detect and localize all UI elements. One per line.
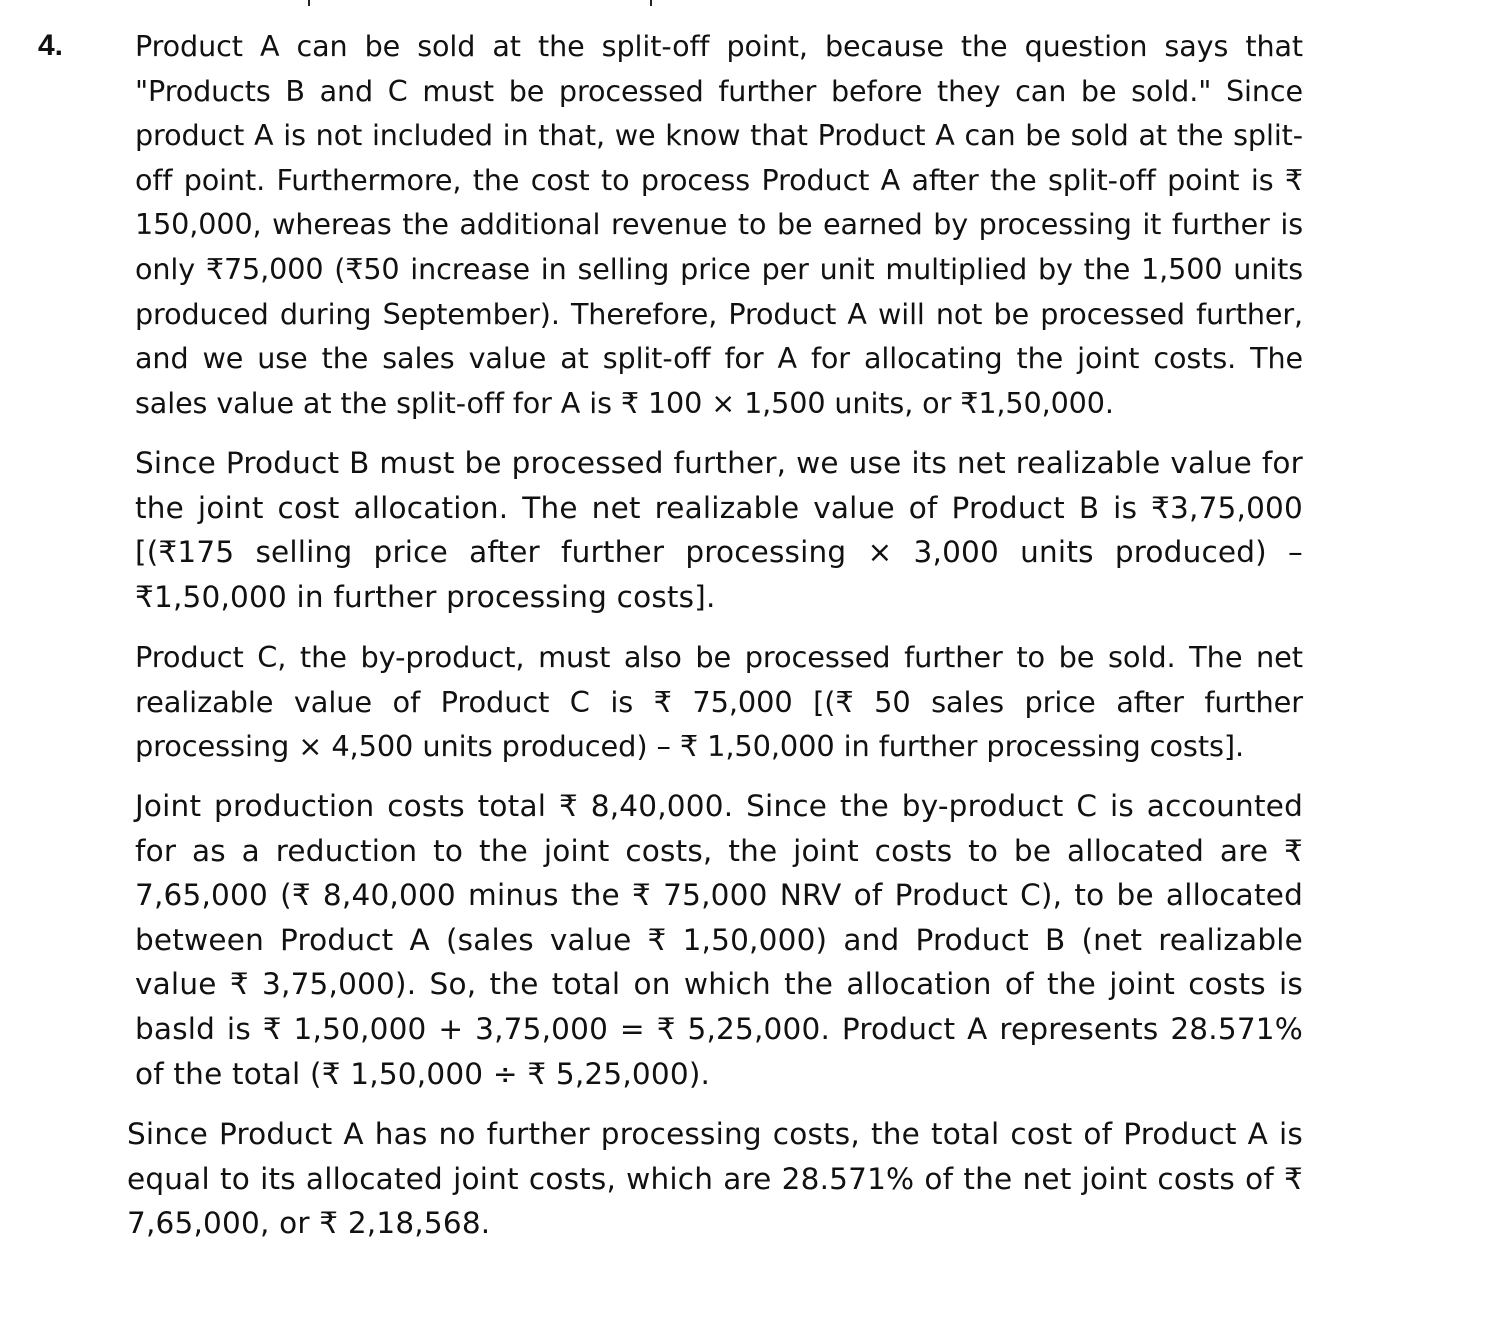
answer-paragraph-product-a: Product A can be sold at the split-off point, because the question says that "Products B and C must be processed further before they can be sold." Since product A is not included in that, we know that Product A can be sold at the split-off point. Furthermore, the cost to process Product A after the split-off point is ₹ 150,000, whereas the additional revenue to be earned by processing it further is only ₹75,000 (₹50 increase in selling price per unit multiplied by the 1,500 units produced during September). Therefore, Product A will not be processed further, and we use the sales value at split-off for A for allocating the joint costs. The sales value at the split-off for A is ₹ 100 × 1,500 units, or ₹1,50,000. [135, 29, 1303, 420]
answer-paragraph-product-b: Since Product B must be processed further, we use its net realizable value for the joint cost allocation. The net realizable value of Product B is ₹3,75,000 [(₹175 selling price after further processing × 3,000 units produced) – ₹1,50,000 in further processing costs]. [135, 446, 1303, 614]
answer-paragraph-joint-costs: Joint production costs total ₹ 8,40,000. Since the by-product C is accounted for as a reduction to the joint costs, the joint costs to be allocated are ₹ 7,65,000 (₹ 8,40,000 minus the ₹ 75,000 NRV of Product C), to be allocated between Product A (sales value ₹ 1,50,000) and Product B (net realizable value ₹ 3,75,000). So, the total on which the allocation of the joint costs is basld is ₹ 1,50,000 + 3,75,000 = ₹ 5,25,000. Product A represents 28.571% of the total (₹ 1,50,000 ÷ ₹ 5,25,000). [135, 789, 1303, 1091]
answer-paragraph-product-c: Product C, the by-product, must also be processed further to be sold. The net realizable value of Product C is ₹ 75,000 [(₹ 50 sales price after further processing × 4,500 units produced) – ₹ 1,50,000 in further processing costs]. [135, 640, 1303, 764]
question-number: 4. [38, 29, 64, 62]
cropped-top-line-marks [0, 0, 1506, 8]
cropped-mark [650, 0, 652, 6]
cropped-mark [308, 0, 310, 6]
answer-paragraph-conclusion: Since Product A has no further processing costs, the total cost of Product A is equal to its allocated joint costs, which are 28.571% of the net joint costs of ₹ 7,65,000, or ₹ 2,18,568. [127, 1117, 1303, 1241]
